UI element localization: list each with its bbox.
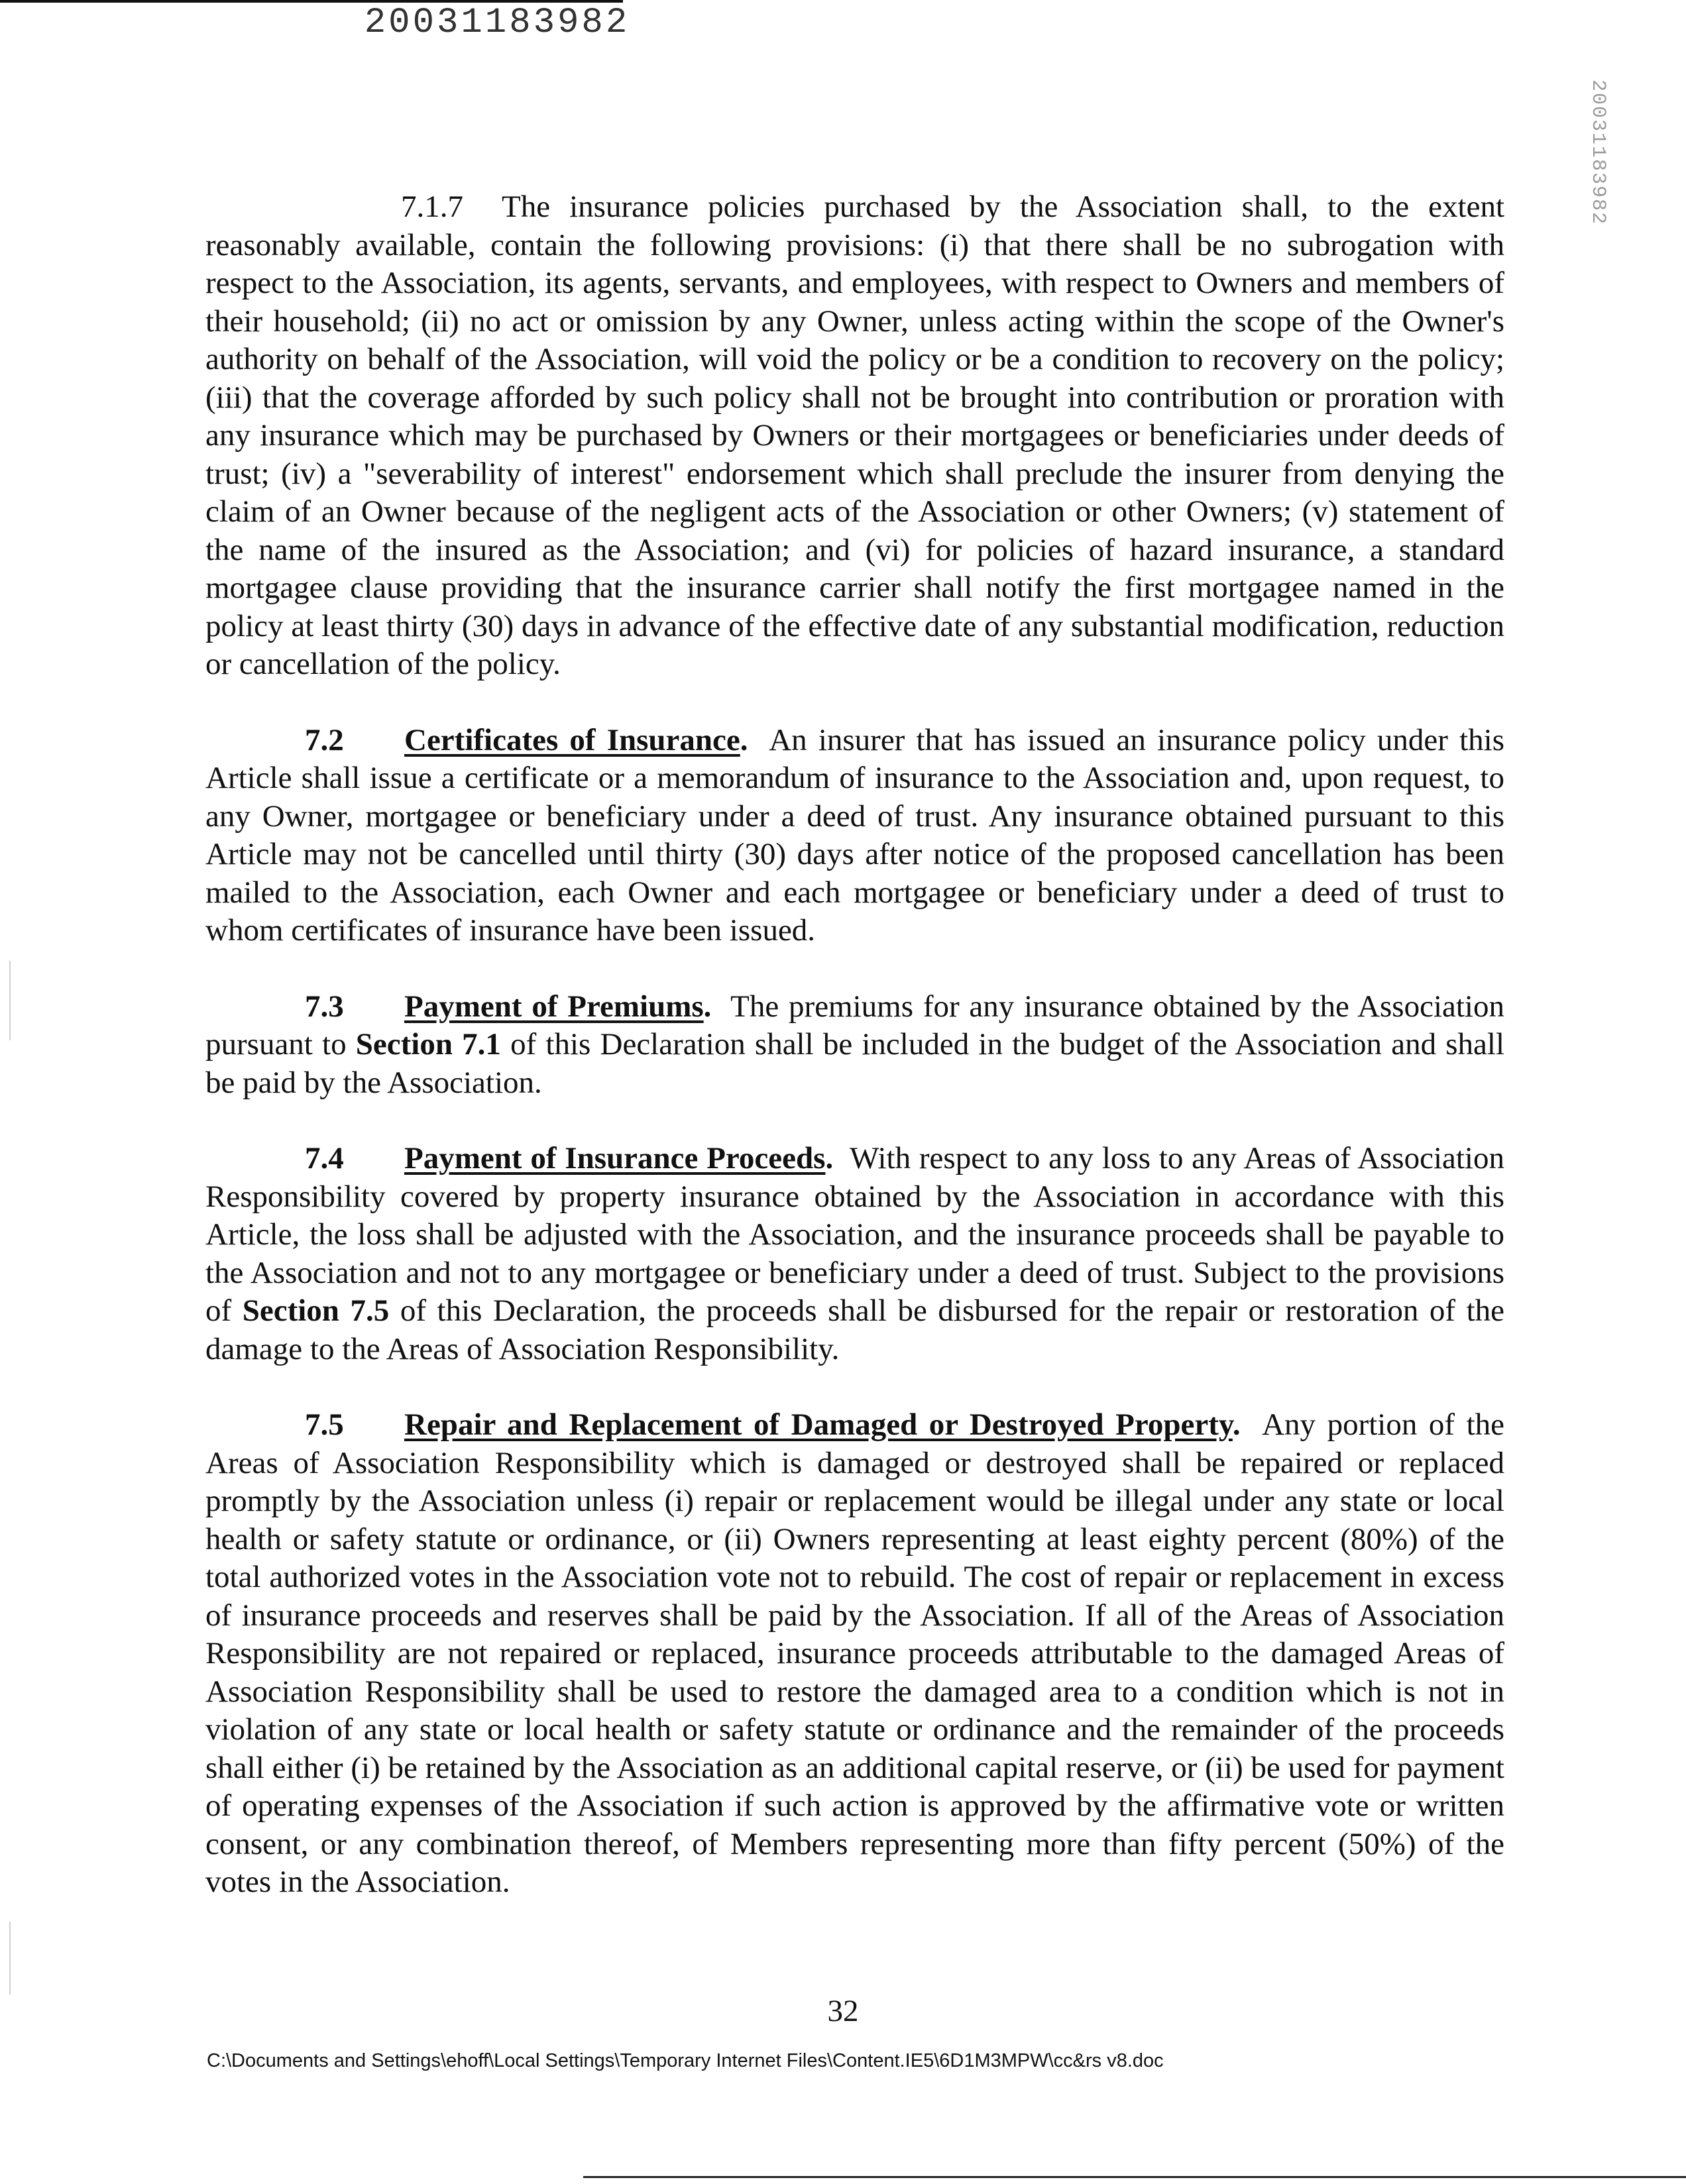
section-number: 7.4: [305, 1141, 344, 1175]
section-7-4: 7.4 Payment of Insurance Proceeds. With respect to any loss to any Areas of Association Responsibility covered by property insurance obtained by the Association in accordance with this Article, the loss shall be adjusted with the Association, and the insurance proceeds shall be payable to the Association and not to any mortgagee or beneficiary under a deed of trust. Subject to the provisions of Section 7.5 of this Declaration, the proceeds shall be disbursed for the repair or restoration of the damage to the Areas of Association Responsibility.: [205, 1141, 1505, 1366]
section-heading: Repair and Replacement of Damaged or Destroyed Property: [404, 1407, 1233, 1442]
section-text: With respect to any loss to any Areas of Association Responsibility covered by property insurance obtained by the Association in accordance with this Article, the loss shall be adjusted with the Association, and the insurance proceeds shall be payable to the Association and not to any mortgagee or beneficiary under a deed of trust. Subject to the provisions of: [205, 1141, 1504, 1328]
section-reference: Section 7.5: [242, 1293, 390, 1328]
scan-edge-mark: [9, 961, 11, 1040]
file-path-footer: C:\Documents and Settings\ehoff\Local Settings\Temporary Internet Files\Content.IE5\6D1M3MPW\cc&rs v8.doc: [207, 2050, 1164, 2071]
section-7-1-7: [205, 188, 1504, 684]
section-text: of this Declaration shall be included in the budget of the Association and shall be paid by the Association.: [205, 1027, 1505, 1100]
document-number: 20031183982: [364, 3, 630, 43]
section-text: The premiums for any insurance obtained by the Association pursuant to: [205, 989, 1504, 1062]
section-text: of this Declaration, the proceeds shall be disbursed for the repair or restoration of the damage to the Areas of Association Responsibility.: [205, 1293, 1505, 1366]
section-number: 7.5: [305, 1407, 344, 1442]
section-text: Any portion of the Areas of Association Responsibility which is damaged or destroyed shall be repaired or replaced promptly by the Association unless (i) repair or replacement would be illegal under any state or local health or safety statute or ordinance, or (ii) Owners representing at least eighty percent (80%) of the total authorized votes in the Association vote not to rebuild. The cost of repair or replacement in excess of insurance proceeds and reserves shall be paid by the Association. If all of the Areas of Association Responsibility are not repaired or replaced, insurance proceeds attributable to the damaged Areas of Association Responsibility shall be used to restore the damaged area to a condition which is not in violation of any state or local health or safety statute or ordinance and the remainder of the proceeds shall either (i) be retained by the Association as an additional capital reserve, or (ii) be used for payment of operating expenses of the Association if such action is approved by the affirmative vote or written consent, or any combination thereof, of Members representing more than fifty percent (50%) of the votes in the Association.: [205, 1407, 1505, 1899]
section-7-3: 7.3 Payment of Premiums. The premiums for any insurance obtained by the Association pursuant to Section 7.1 of this Declaration shall be included in the budget of the Association and shall be paid by the Association.: [205, 989, 1505, 1100]
side-stamp: 20031183982: [1587, 80, 1609, 226]
section-reference: Section 7.1: [355, 1027, 501, 1062]
document-body: [205, 188, 1504, 1939]
bottom-scan-rule: [583, 2176, 1686, 2178]
section-text: An insurer that has issued an insurance policy under this Article shall issue a certificate or a memorandum of insurance to the Association and, upon request, to any Owner, mortgagee or beneficiary under a deed of trust. Any insurance obtained pursuant to this Article may not be cancelled until thirty (30) days after notice of the proposed cancellation has been mailed to the Association, each Owner and each mortgagee or beneficiary under a deed of trust to whom certificates of insurance have been issued.: [205, 722, 1504, 948]
section-7-2: 7.2 Certificates of Insurance. An insurer that has issued an insurance policy under this Article shall issue a certificate or a memorandum of insurance to the Association and, upon request, to any Owner, mortgagee or beneficiary under a deed of trust. Any insurance obtained pursuant to this Article may not be cancelled until thirty (30) days after notice of the proposed cancellation has been mailed to the Association, each Owner and each mortgagee or beneficiary under a deed of trust to whom certificates of insurance have been issued.: [205, 722, 1504, 948]
scan-edge-mark: [9, 1922, 11, 1994]
section-7-5: 7.5 Repair and Replacement of Damaged or Destroyed Property. Any portion of the Areas of Association Responsibility which is damaged or destroyed shall be repaired or replaced promptly by the Association unless (i) repair or replacement would be illegal under any state or local health or safety statute or ordinance, or (ii) Owners representing at least eighty percent (80%) of the total authorized votes in the Association vote not to rebuild. The cost of repair or replacement in excess of insurance proceeds and reserves shall be paid by the Association. If all of the Areas of Association Responsibility are not repaired or replaced, insurance proceeds attributable to the damaged Areas of Association Responsibility shall be used to restore the damaged area to a condition which is not in violation of any state or local health or safety statute or ordinance and the remainder of the proceeds shall either (i) be retained by the Association as an additional capital reserve, or (ii) be used for payment of operating expenses of the Association if such action is approved by the affirmative vote or written consent, or any combination thereof, of Members representing more than fifty percent (50%) of the votes in the Association.: [205, 1407, 1505, 1899]
section-text: The insurance policies purchased by the Association shall, to the extent reasonably available, contain the following provisions: (i) that there shall be no subrogation with respect to the Association, its agents, servants, and employees, with respect to Owners and members of their household; (ii) no act or omission by any Owner, unless acting within the scope of the Owner's authority on behalf of the Association, will void the policy or be a condition to recovery on the policy; (iii) that the coverage afforded by such policy shall not be brought into contribution or proration with any insurance which may be purchased by Owners or their mortgagees or beneficiaries under deeds of trust; (iv) a "severability of interest" endorsement which shall preclude the insurer from denying the claim of an Owner because of the negligent acts of the Association or other Owners; (v) statement of the name of the insured as the Association; and (vi) for policies of hazard insurance, a standard mortgagee clause providing that the insurance carrier shall notify the first mortgagee named in the policy at least thirty (30) days in advance of the effective date of any substantial modification, reduction or cancellation of the policy.: [205, 190, 1504, 681]
section-number: 7.2: [305, 722, 344, 757]
page-number: 32: [827, 1994, 859, 2028]
section-heading: Payment of Insurance Proceeds: [404, 1141, 826, 1175]
section-heading: Certificates of Insurance: [404, 722, 740, 757]
section-heading: Payment of Premiums: [404, 989, 704, 1024]
section-number: 7.3: [305, 989, 344, 1024]
section-number: 7.1.7: [401, 190, 463, 224]
